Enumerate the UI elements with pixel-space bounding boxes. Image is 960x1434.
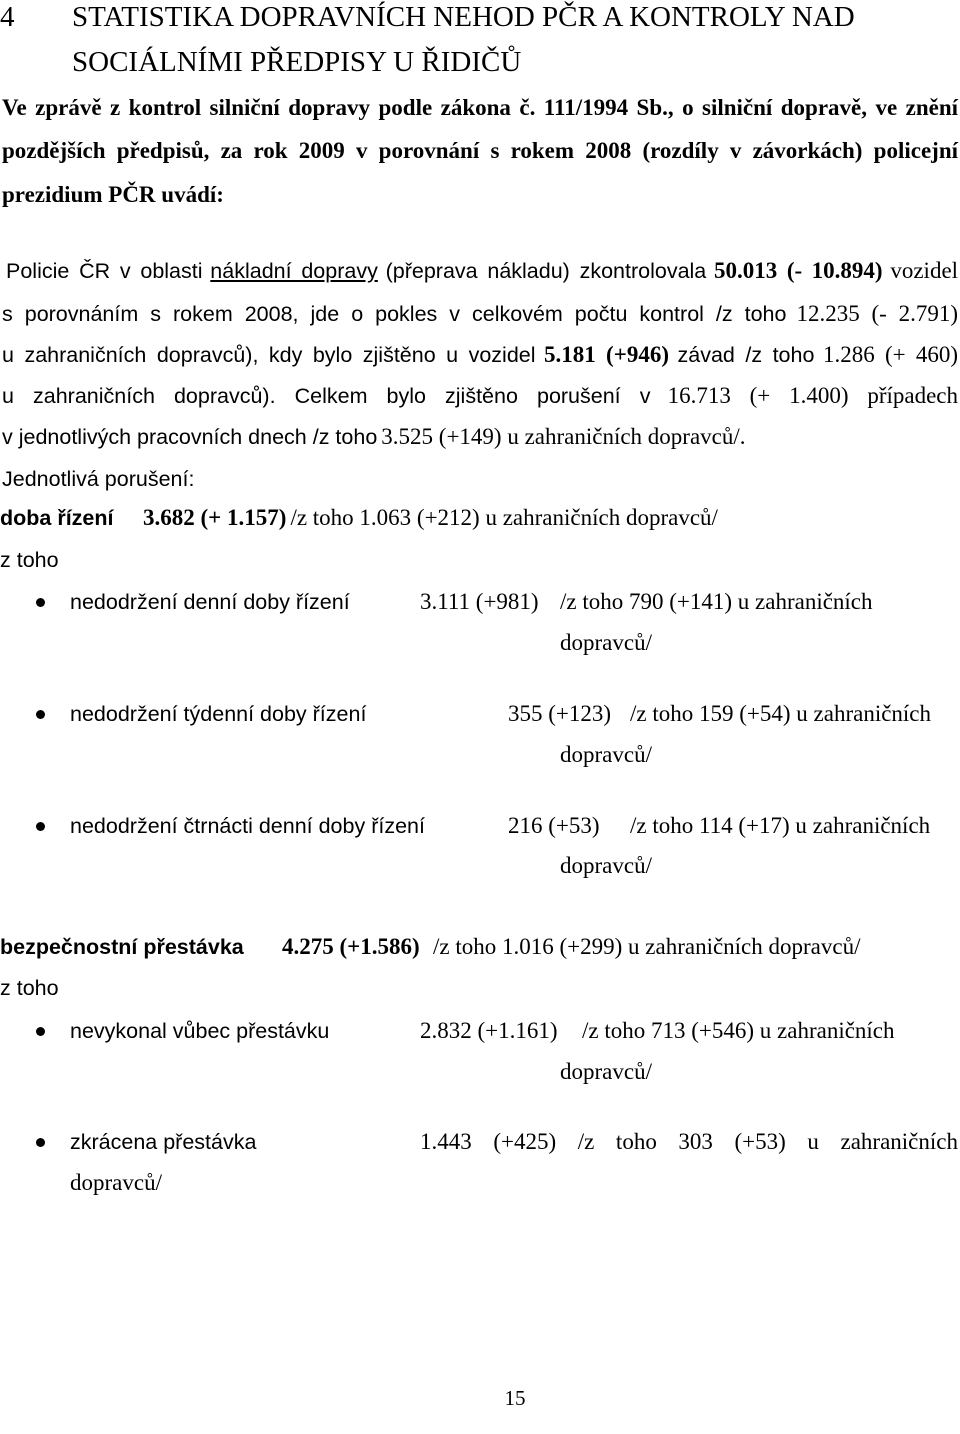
summary-violations-count: 16.713 (+ 1.400) případech [667, 383, 959, 408]
driving-time-subhead: z toho [0, 548, 59, 572]
list-item-label: zkrácena přestávka [70, 1130, 257, 1154]
summary-underlined-text: nákladní dopravy [210, 259, 378, 283]
summary-line-4 [2, 380, 958, 412]
intro-line-3: prezidium PČR uvádí: [2, 182, 224, 207]
intro-line-2: pozdějších předpisů, za rok 2009 v porovnání s rokem 2008 (rozdíly v závorkách) policejní [2, 138, 958, 163]
section-title-line-1: STATISTIKA DOPRAVNÍCH NEHOD PČR A KONTROLY NAD [72, 1, 855, 33]
bullet-icon [36, 710, 45, 719]
section-number: 4 [0, 1, 15, 33]
summary-text: s porovnáním s rokem 2008, jde o pokles v celkovém počtu kontrol /z toho [2, 302, 787, 326]
section-title-line-2: SOCIÁLNÍMI PŘEDPISY U ŘIDIČŮ [72, 46, 522, 78]
list-item-label: nedodržení čtrnácti denní doby řízení [70, 814, 425, 838]
summary-vehicles-count: 50.013 (- 10.894) [714, 258, 883, 283]
summary-text: v jednotlivých pracovních dnech /z toho [2, 425, 378, 449]
summary-text: u zahraničních dopravců), kdy bylo zjištěno u vozidel [2, 343, 536, 367]
safety-break-label: bezpečnostní přestávka [0, 935, 244, 959]
list-item-label: nedodržení týdenní doby řízení [70, 702, 367, 726]
page-number: 15 [504, 1386, 526, 1410]
bullet-icon [36, 598, 45, 607]
summary-text: vozidel [890, 258, 959, 283]
summary-text: (přeprava nákladu) zkontrolovala [385, 259, 707, 283]
summary-line-3 [2, 339, 958, 371]
list-item-continuation: dopravců/ [560, 742, 652, 767]
summary-defects-count: 5.181 (+946) [544, 342, 669, 367]
safety-break-total: 4.275 (+1.586) [282, 934, 420, 959]
summary-line-5 [2, 421, 746, 453]
list-item-detail: /z toho 159 (+54) u zahraničních [630, 701, 932, 726]
driving-time-foreign: /z toho 1.063 (+212) u zahraničních dopravců/ [290, 505, 718, 530]
list-item-detail: /z toho 790 (+141) u zahraničních [560, 589, 873, 614]
list-item-label: nevykonal vůbec přestávku [70, 1019, 330, 1043]
list-item-continuation: dopravců/ [560, 853, 652, 878]
list-item-continuation: dopravců/ [560, 630, 652, 655]
list-item-label: nedodržení denní doby řízení [70, 590, 350, 614]
bullet-icon [36, 1138, 45, 1147]
list-item-continuation: dopravců/ [70, 1170, 162, 1195]
intro-line-1: Ve zprávě z kontrol silniční dopravy podle zákona č. 111/1994 Sb., o silniční dopravě, ve znění [2, 95, 958, 120]
driving-time-values [143, 502, 718, 534]
driving-time-total: 3.682 (+ 1.157) [143, 505, 287, 530]
list-item-value: 1.443 (+425) /z toho 303 (+53) u zahraničních [420, 1129, 958, 1154]
summary-line-2 [2, 298, 958, 330]
summary-text: u zahraničních dopravců). Celkem bylo zjištěno porušení v [2, 384, 651, 408]
summary-line-1 [6, 255, 958, 287]
list-item-detail: /z toho 114 (+17) u zahraničních [630, 813, 931, 838]
list-item-value: 3.111 (+981) [420, 589, 539, 614]
summary-foreign-violations: 3.525 (+149) u zahraničních dopravců/. [381, 424, 746, 449]
driving-time-label: doba řízení [0, 506, 114, 530]
summary-text: závad /z toho [677, 343, 815, 367]
list-item-value: 355 (+123) [508, 701, 612, 726]
bullet-icon [36, 1027, 45, 1036]
summary-text: Policie ČR v oblasti [6, 259, 203, 283]
list-item-value: 2.832 (+1.161) [420, 1018, 558, 1043]
bullet-icon [36, 822, 45, 831]
safety-break-foreign: /z toho 1.016 (+299) u zahraničních dopravců/ [433, 934, 861, 959]
summary-foreign-count: 12.235 (- 2.791) [796, 301, 958, 326]
violations-subheading: Jednotlivá porušení: [2, 467, 195, 491]
list-item-value: 216 (+53) [508, 813, 600, 838]
summary-foreign-defects: 1.286 (+ 460) [822, 342, 959, 367]
list-item-detail: /z toho 713 (+546) u zahraničních [582, 1018, 895, 1043]
safety-break-subhead: z toho [0, 976, 59, 1000]
list-item-continuation: dopravců/ [560, 1059, 652, 1084]
